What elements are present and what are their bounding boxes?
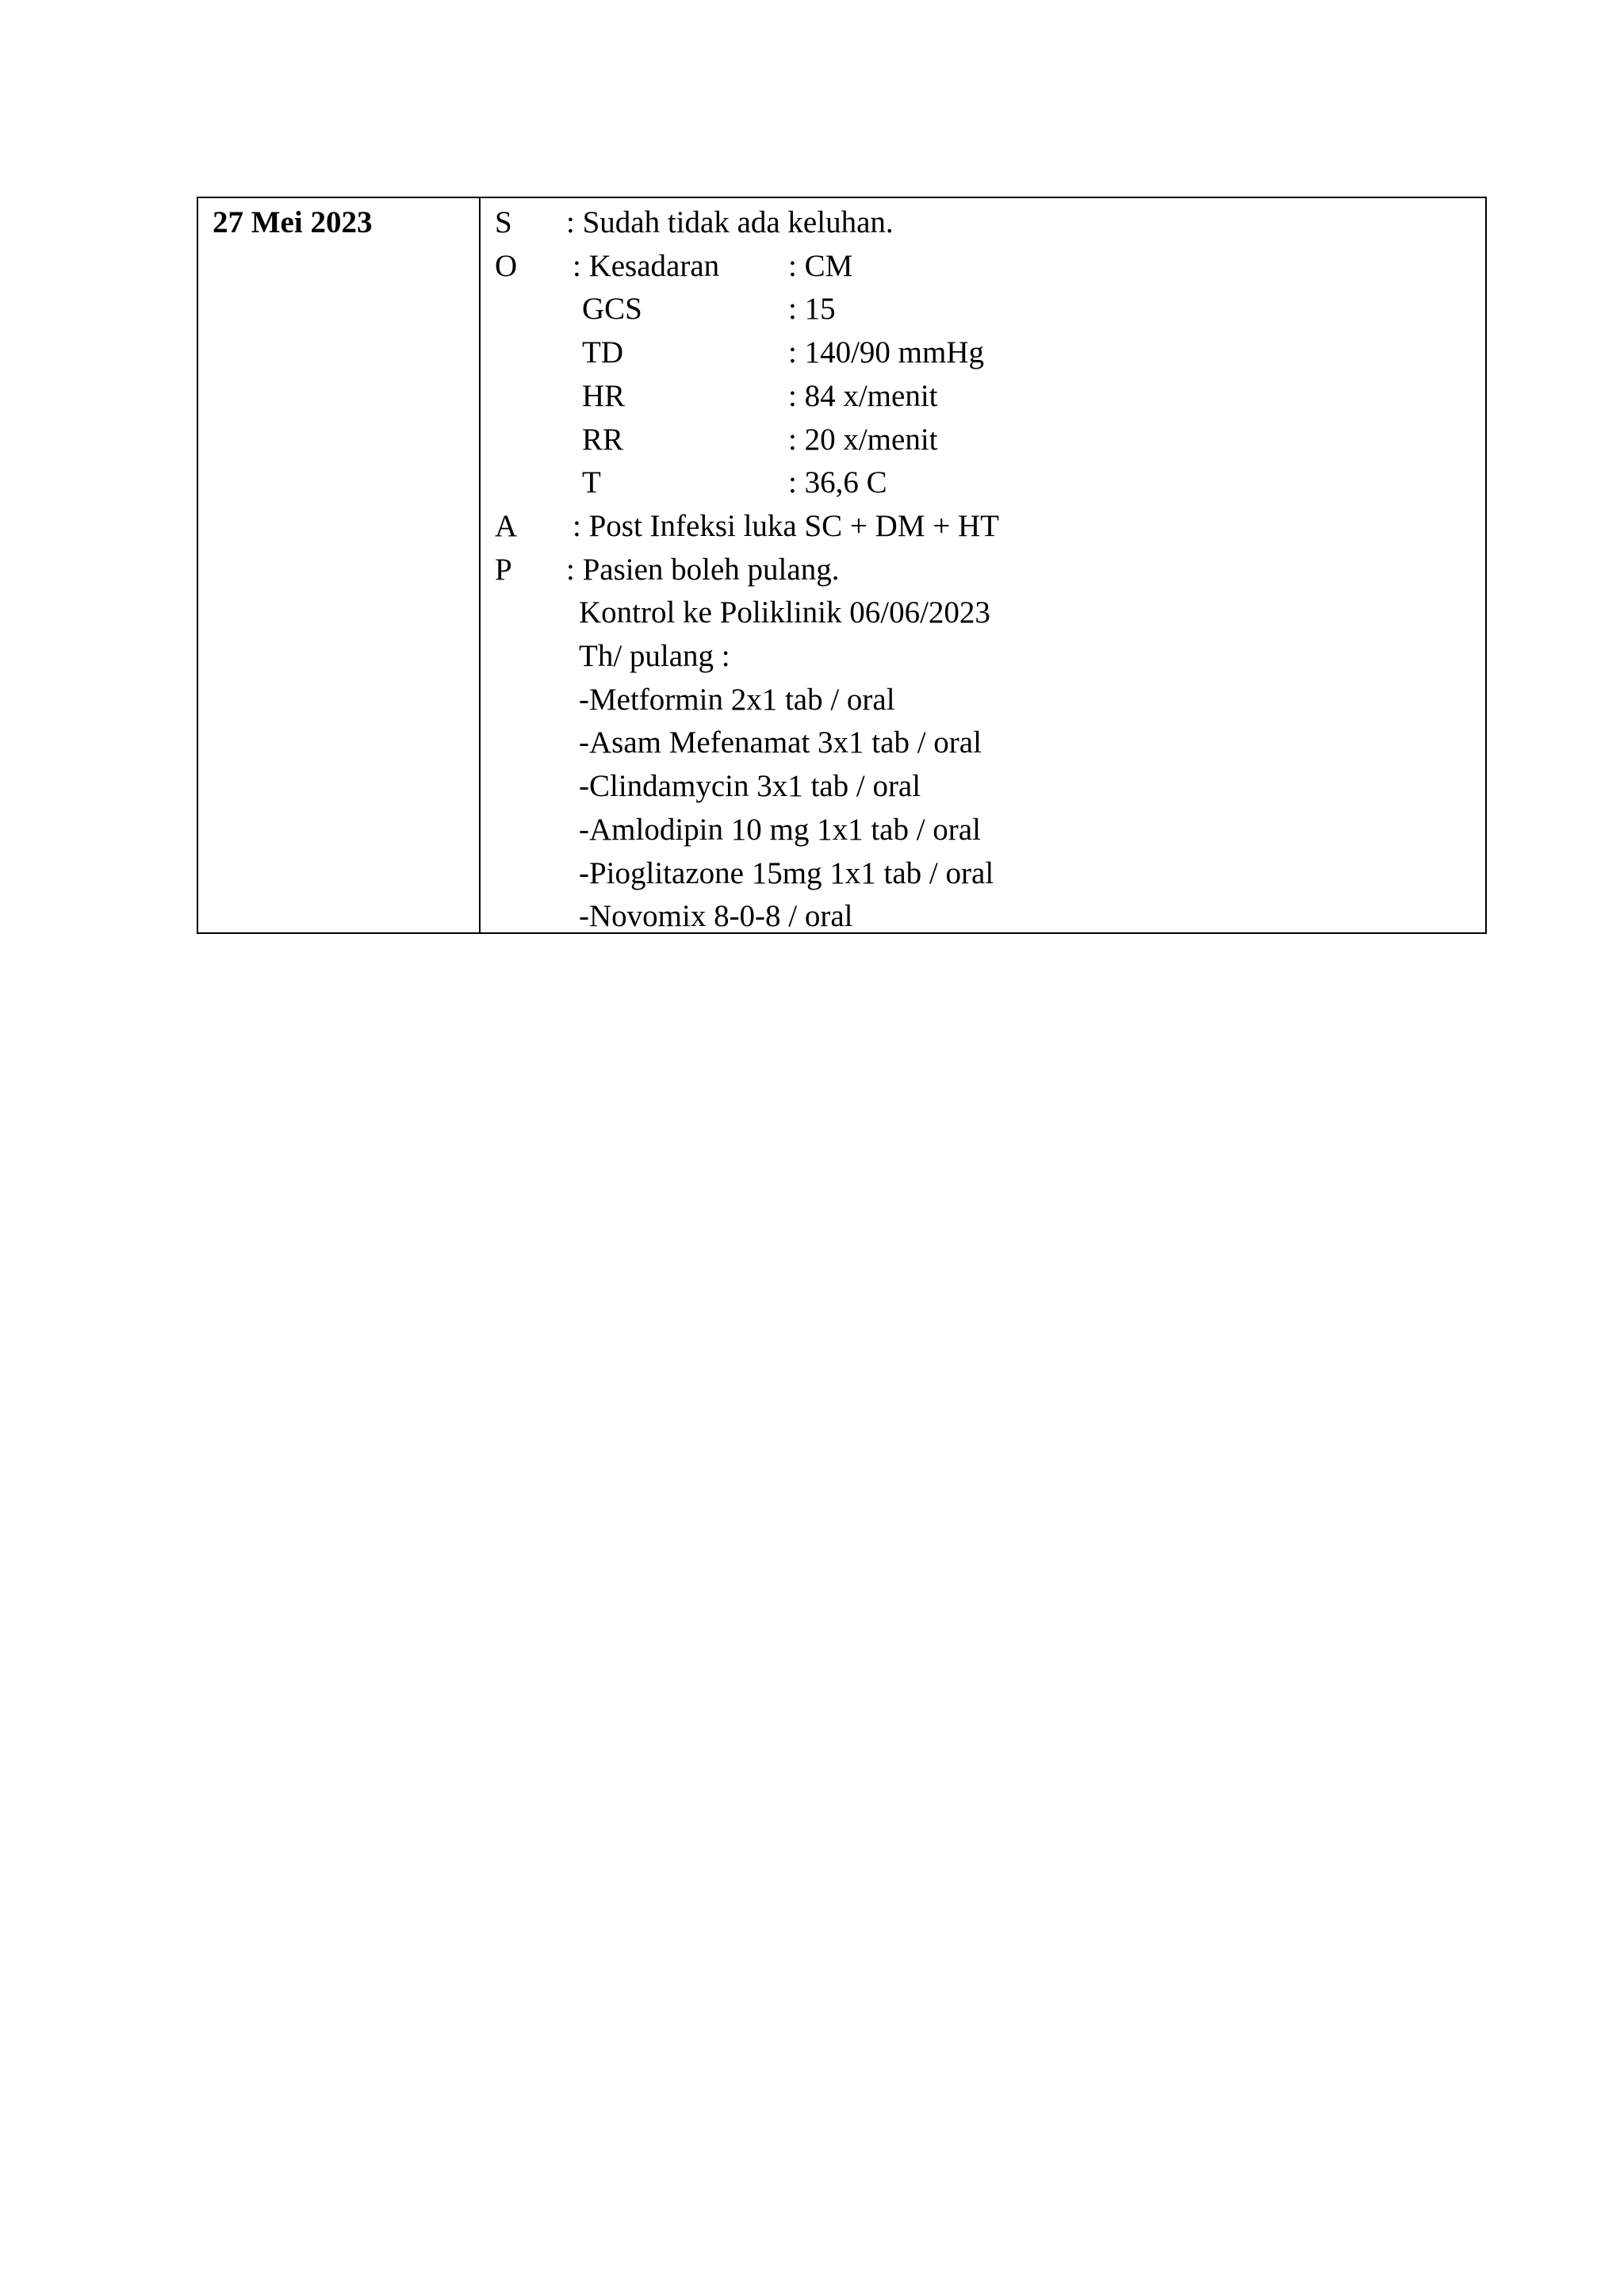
subjective-text: : Sudah tidak ada keluhan.	[566, 205, 894, 239]
date-cell	[198, 198, 481, 932]
objective-value: : 20 x/menit	[788, 422, 938, 457]
objective-label: HR	[582, 378, 626, 413]
objective-label: GCS	[582, 292, 642, 327]
objective-value: : CM	[788, 248, 853, 283]
medication-item: -Amlodipin 10 mg 1x1 tab / oral	[579, 812, 981, 847]
plan-text: : Pasien boleh pulang.	[566, 552, 840, 587]
medication-item: -Novomix 8-0-8 / oral	[579, 899, 853, 934]
record-date: 27 Mei 2023	[213, 205, 373, 239]
plan-detail-line: Kontrol ke Poliklinik 06/06/2023	[579, 595, 990, 630]
assessment-letter: A	[495, 508, 518, 543]
medication-item: -Asam Mefenamat 3x1 tab / oral	[579, 725, 982, 760]
objective-label: TD	[582, 335, 623, 370]
medication-item: -Pioglitazone 15mg 1x1 tab / oral	[579, 855, 994, 890]
soap-content-cell	[481, 198, 1485, 932]
objective-value: : 84 x/menit	[788, 378, 938, 413]
objective-value: : 140/90 mmHg	[788, 335, 985, 370]
plan-letter: P	[495, 552, 512, 587]
medication-item: -Metformin 2x1 tab / oral	[579, 682, 895, 717]
subjective-letter: S	[495, 205, 512, 239]
objective-label: : Kesadaran	[573, 248, 720, 283]
objective-value: : 36,6 C	[788, 465, 887, 500]
objective-value: : 15	[788, 292, 836, 327]
medication-item: -Clindamycin 3x1 tab / oral	[579, 769, 921, 804]
objective-label: RR	[582, 422, 624, 457]
plan-detail-line: Th/ pulang :	[579, 639, 730, 673]
objective-label: T	[582, 465, 601, 500]
soap-note-table	[197, 197, 1487, 934]
objective-letter: O	[495, 248, 518, 283]
assessment-text: : Post Infeksi luka SC + DM + HT	[573, 508, 1000, 543]
